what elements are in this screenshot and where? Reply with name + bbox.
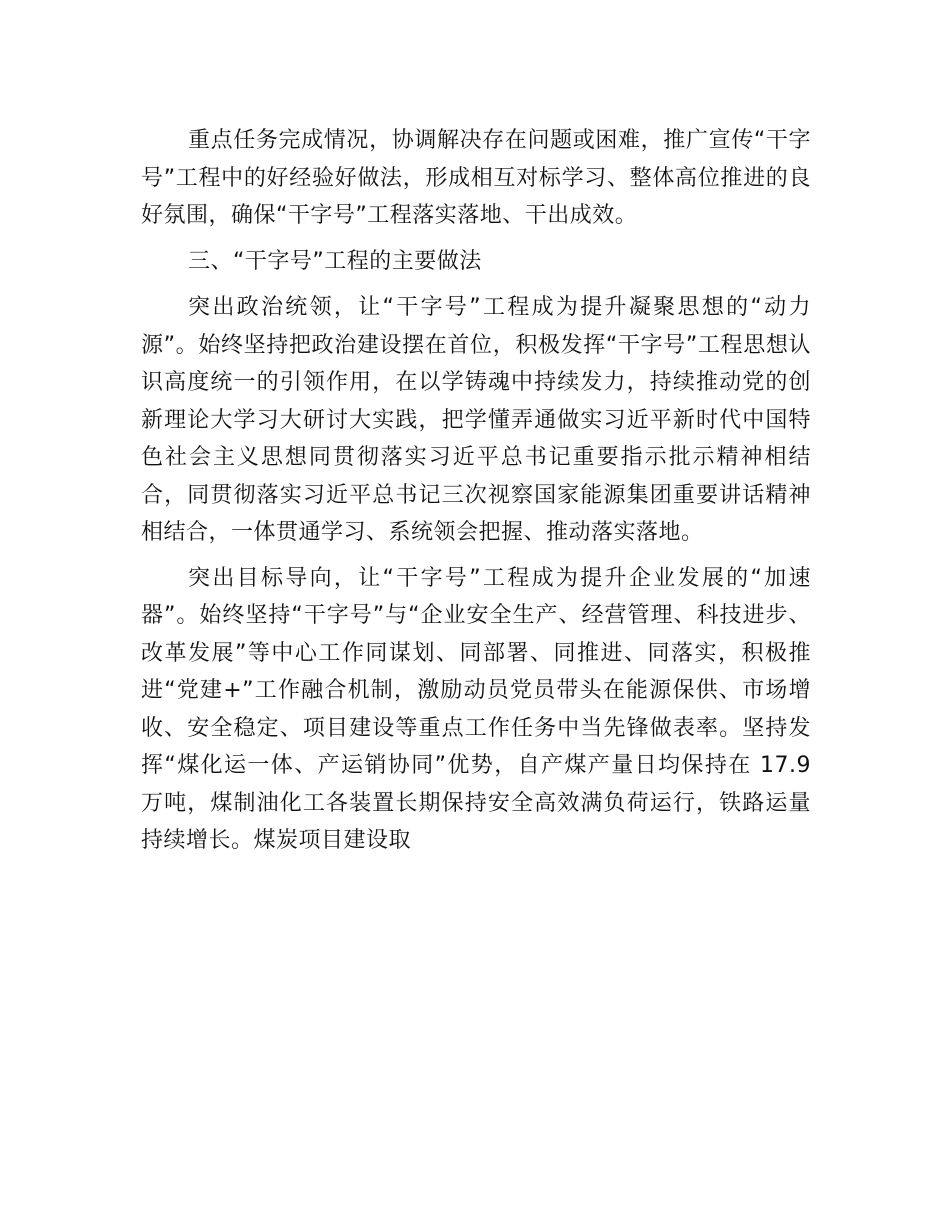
document-body (141, 122, 811, 868)
body-paragraph: 突出目标导向，让“干字号”工程成为提升企业发展的“加速器”。始终坚持“干字号”与“企业安全生产、经营管理、科技进步、改革发展”等中心工作同谋划、同部署、同推进、同落实，积极推进“党建+”工作融合机制，激励动员党员带头在能源保供、市场增收、安全稳定、项目建设等重点工作任务中当先锋做表率。坚持发挥“煤化运一体、产运销协同”优势，自产煤产量日均保持在 17.9 万吨，煤制油化工各装置长期保持安全高效满负荷运行，铁路运量持续增长。煤炭项目建设取 (141, 565, 811, 853)
body-paragraph: 突出政治统领，让“干字号”工程成为提升凝聚思想的“动力源”。始终坚持把政治建设摆在首位，积极发挥“干字号”工程思想认识高度统一的引领作用，在以学铸魂中持续发力，持续推动党的创新理论大学习大研讨大实践，把学懂弄通做实习近平新时代中国特色社会主义思想同贯彻落实习近平总书记重要指示批示精神相结合，同贯彻落实习近平总书记三次视察国家能源集团重要讲话精神相结合，一体贯通学习、系统领会把握、推动落实落地。 (141, 295, 811, 545)
body-paragraph: 重点任务完成情况，协调解决存在问题或困难，推广宣传“干字号”工程中的好经验好做法，形成相互对标学习、整体高位推进的良好氛围，确保“干字号”工程落实落地、干出成效。 (141, 128, 811, 228)
section-heading: 三、“干字号”工程的主要做法 (188, 248, 482, 274)
